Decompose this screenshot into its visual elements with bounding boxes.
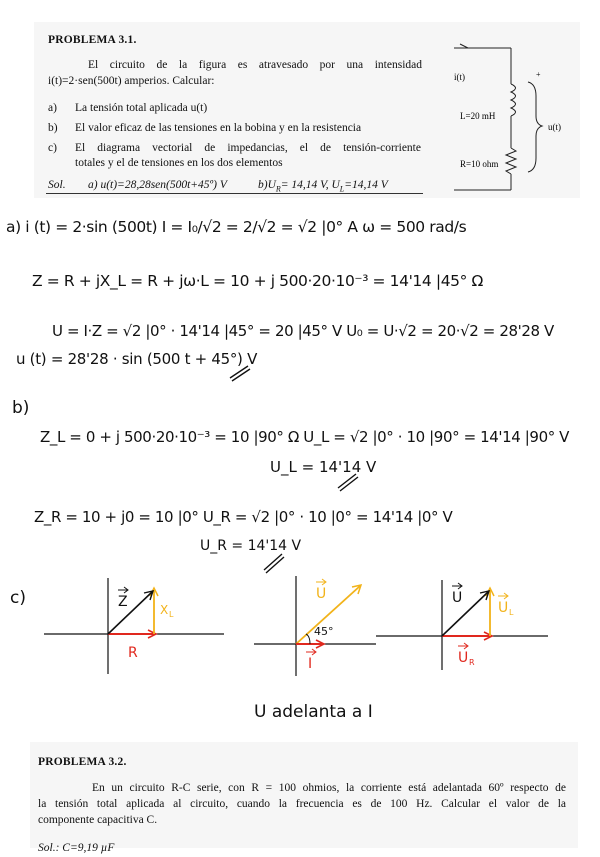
- voltage-label: u(t): [548, 122, 561, 132]
- solution-b-sub-l: L: [339, 184, 345, 194]
- item-a-text: La tensión total aplicada u(t): [75, 102, 208, 114]
- hw-a-line2: Z = R + jX_L = R + jω·L = 10 + j 500·20·10⁻³ = 14'14 |45° Ω: [32, 272, 483, 290]
- ur-answer-mark: [262, 550, 286, 574]
- problem-3-1-title: PROBLEMA 3.1.: [48, 34, 137, 46]
- d3-ur-label-arrow: [458, 643, 468, 649]
- d2-i-label: I: [308, 656, 313, 672]
- problem-3-2-line3: componente capacitiva C.: [38, 814, 158, 826]
- solution-label: Sol.: [48, 179, 66, 191]
- d3-u-label-arrow: [452, 583, 462, 589]
- plus-sign: +: [536, 70, 541, 79]
- d2-i-label-arrow: [306, 649, 316, 655]
- solution-b-sub-r: R: [275, 184, 281, 194]
- d2-u-label-arrow: [316, 579, 326, 585]
- item-b-label: b): [48, 122, 58, 134]
- hw-b-line2: U_L = 14'14 V: [270, 458, 377, 476]
- item-a-label: a): [48, 102, 57, 114]
- solution-a: a) u(t)=28,28sen(500t+45º) V: [88, 179, 227, 191]
- d3-ur-sub: R: [469, 658, 475, 667]
- element-voltages-diagram: [372, 572, 552, 672]
- hw-c-label: c): [10, 588, 26, 608]
- hw-a-line1: a) i (t) = 2·sin (500t) I = I₀/√2 = 2/√2 = √2 |0° A ω = 500 rad/s: [6, 218, 467, 236]
- resistor-label: R=10 ohm: [460, 159, 499, 169]
- d3-ul-label-arrow: [498, 593, 508, 599]
- d2-u-label: U: [316, 586, 327, 602]
- hw-b-line3: Z_R = 10 + j0 = 10 |0° U_R = √2 |0° · 10 |0° = 14'14 |0° V: [34, 508, 453, 526]
- impedance-diagram: [40, 570, 230, 680]
- problem-3-1-statement-line2: i(t)=2·sen(500t) amperios. Calcular:: [48, 75, 215, 87]
- inductor-coil: [511, 84, 516, 116]
- d1-xl-label: X: [160, 603, 169, 617]
- hw-b-line4: U_R = 14'14 V: [200, 538, 302, 554]
- d3-ul-sub: L: [509, 608, 514, 617]
- voltage-brace: [528, 82, 542, 172]
- d1-r-label: R: [128, 645, 138, 661]
- hw-b-line1: Z_L = 0 + j 500·20·10⁻³ = 10 |90° Ω U_L = √2 |0° · 10 |90° = 14'14 |90° V: [40, 428, 570, 446]
- resistor-zigzag: [506, 148, 516, 174]
- problem-3-2-line1: En un circuito R-C serie, con R = 100 ohmios, la corriente está adelantada 60º respecto de: [92, 782, 566, 794]
- current-arrow-line: [460, 44, 468, 48]
- item-c-label: c): [48, 142, 57, 154]
- item-b-text: El valor eficaz de las tensiones en la bobina y en la resistencia: [75, 122, 362, 134]
- hw-conclusion: U adelanta a I: [254, 702, 373, 722]
- d3-u-label: U: [452, 590, 463, 606]
- d3-u-vector: [442, 592, 488, 636]
- problem-3-2-title: PROBLEMA 3.2.: [38, 756, 127, 768]
- d1-xl-sub: L: [169, 610, 174, 619]
- solution-b-end: =14,14 V: [344, 179, 388, 191]
- hw-a-line3: U = I·Z = √2 |0° · 14'14 |45° = 20 |45° V U₀ = U·√2 = 20·√2 = 28'28 V: [52, 322, 554, 340]
- final-answer-mark: [228, 362, 252, 382]
- solution-rule: [46, 193, 423, 194]
- circuit-diagram: [436, 40, 576, 196]
- solution-b-mid: = 14,14 V, U: [280, 179, 340, 191]
- d1-z-label-arrow: [118, 587, 128, 593]
- item-c-text-line2: totales y el de tensiones en los dos elementos: [75, 157, 283, 169]
- problem-3-2-line2: la tensión total aplicada al circuito, cuando la frecuencia es de 100 Hz. Calcular el valor de la: [38, 798, 566, 810]
- d3-ur-label: U: [458, 650, 469, 666]
- voltage-current-diagram: [250, 572, 380, 680]
- inductor-label: L=20 mH: [460, 111, 496, 121]
- problem-3-2-solution: Sol.: C=9,19 µF: [38, 842, 115, 854]
- problem-3-1-statement-line1: El circuito de la figura es atravesado por una intensidad: [88, 59, 422, 71]
- d3-ul-label: U: [498, 600, 509, 616]
- current-label: i(t): [454, 72, 465, 82]
- d2-angle-label: 45°: [314, 625, 334, 638]
- solution-b-prefix: b)U: [258, 179, 276, 191]
- d1-z-vector: [108, 592, 152, 634]
- hw-b-label: b): [12, 398, 30, 418]
- d1-z-label: Z: [118, 594, 128, 610]
- hw-a-line4: u (t) = 28'28 · sin (500 t + 45°) V: [16, 350, 258, 368]
- item-c-text-line1: El diagrama vectorial de impedancias, el de tensión-corriente: [75, 142, 421, 154]
- ul-answer-mark: [336, 470, 360, 492]
